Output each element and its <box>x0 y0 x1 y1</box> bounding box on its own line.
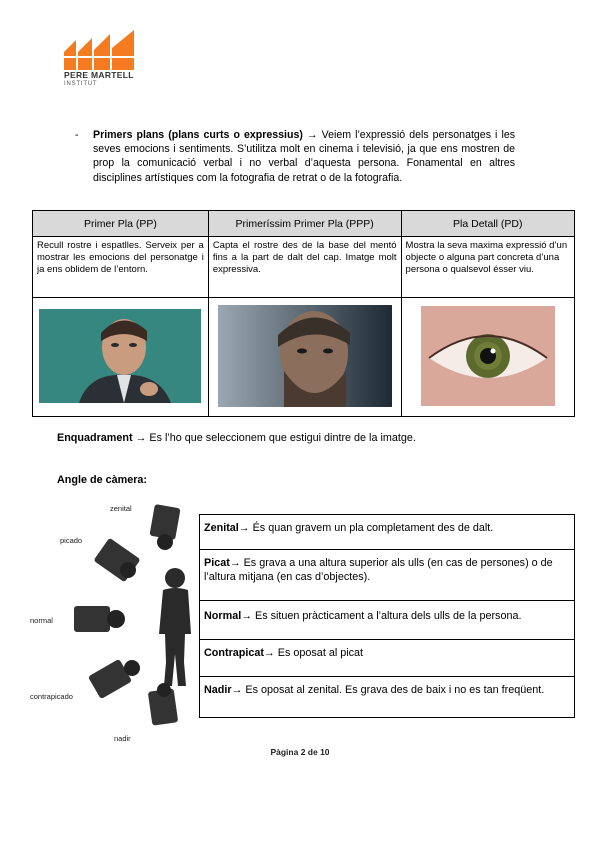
table-header-row <box>33 211 575 237</box>
label-normal: normal <box>30 616 53 625</box>
angle-name: Zenital <box>204 522 239 534</box>
angle-description: → Es grava a una altura superior als ulls (en cas de persones) o de l’altura mitjana (en cas d’objectes). <box>204 557 553 583</box>
cell-pla-detall-image <box>401 298 574 417</box>
camera-normal-icon <box>74 606 125 632</box>
intro-heading: Primers plans (plans curts o expressius) <box>93 129 303 141</box>
label-nadir: nadir <box>114 734 131 743</box>
angle-row-contrapicat <box>199 639 575 677</box>
angle-row-zenital <box>199 514 575 550</box>
page-number: Pàgina 2 de 10 <box>270 747 330 757</box>
camera-nadir-icon <box>148 683 178 726</box>
enquadrament-heading: Enquadrament <box>57 432 133 444</box>
logo-subtitle: INSTITUT <box>64 81 98 87</box>
angle-name: Picat <box>204 557 230 569</box>
enquadrament-text: → Es l’ho que seleccionem que estigui dintre de la imatge. <box>132 432 416 444</box>
camera-picado-icon <box>93 538 140 583</box>
header-primer-pla: Primer Pla (PP) <box>33 211 209 237</box>
person-silhouette-icon <box>159 568 191 686</box>
angle-row-nadir <box>199 676 575 718</box>
table-row <box>33 237 575 298</box>
angle-description: → Es situen pràcticament a l’altura dels ulls de la persona. <box>241 610 522 622</box>
desc-primerissim-primer-pla: Capta el rostre des de la base del mentó fins a la part de dalt del cap. Imatge molt expressiva. <box>208 237 401 298</box>
camera-angles-illustration <box>28 494 198 750</box>
angle-row-normal <box>199 600 575 640</box>
intro-text: Veiem l’expressió dels personatges i les seves emocions i sentiments. S’utilitza molt en cinema i televisió, ja que ens mostren de prop la comunicació verbal i no verbal d’aquesta persona. Fonamental en altres disciplines artístiques com la fotografia de retrat o de la fotografia. <box>93 129 516 184</box>
intro-arrow: → <box>302 129 322 141</box>
label-zenital: zenital <box>110 504 132 513</box>
angle-name: Contrapicat <box>204 647 264 659</box>
angle-description: → És quan gravem un pla completament des de dalt. <box>238 522 494 534</box>
camera-angle-figure <box>28 494 198 750</box>
label-picado: picado <box>60 536 83 545</box>
camera-contrapicado-icon <box>88 659 140 700</box>
enquadrament-line <box>57 432 416 444</box>
label-contrapicado: contrapicado <box>30 692 73 701</box>
angle-description: → Es oposat al zenital. Es grava des de baix i no es tan freqüent. <box>231 684 545 696</box>
angle-row-picat <box>199 549 575 601</box>
cell-primer-pla-image <box>33 298 209 417</box>
angle-name: Normal <box>204 610 242 622</box>
logo-mark-icon <box>62 30 138 70</box>
desc-pla-detall: Mostra la seva maxima expressió d’un objecte o alguna part concreta d’una persona o qualsevol ésser viu. <box>401 237 574 298</box>
header-pla-detall: Pla Detall (PD) <box>401 211 574 237</box>
logo-name: PERE MARTELL <box>64 70 134 80</box>
table-row <box>33 298 575 417</box>
cell-primerissim-primer-pla-image <box>208 298 401 417</box>
intro-paragraph <box>75 128 515 185</box>
list-dash: - <box>75 129 79 141</box>
angle-section-title: Angle de càmera: <box>57 474 148 486</box>
header-primerissim-primer-pla: Primeríssim Primer Pla (PPP) <box>208 211 401 237</box>
angle-description: → Es oposat al picat <box>264 647 364 659</box>
desc-primer-pla: Recull rostre i espatlles. Serveix per a mostrar les emocions del personatge i ja ens oblidem de l’entorn. <box>33 237 209 298</box>
primer-pla-photo <box>39 309 201 403</box>
primerissim-primer-pla-photo <box>218 305 392 407</box>
angle-name: Nadir <box>204 684 232 696</box>
plans-table <box>32 210 575 417</box>
pla-detall-photo <box>421 306 555 406</box>
school-logo <box>62 30 142 90</box>
camera-zenital-icon <box>149 504 180 550</box>
angles-list <box>199 514 575 717</box>
